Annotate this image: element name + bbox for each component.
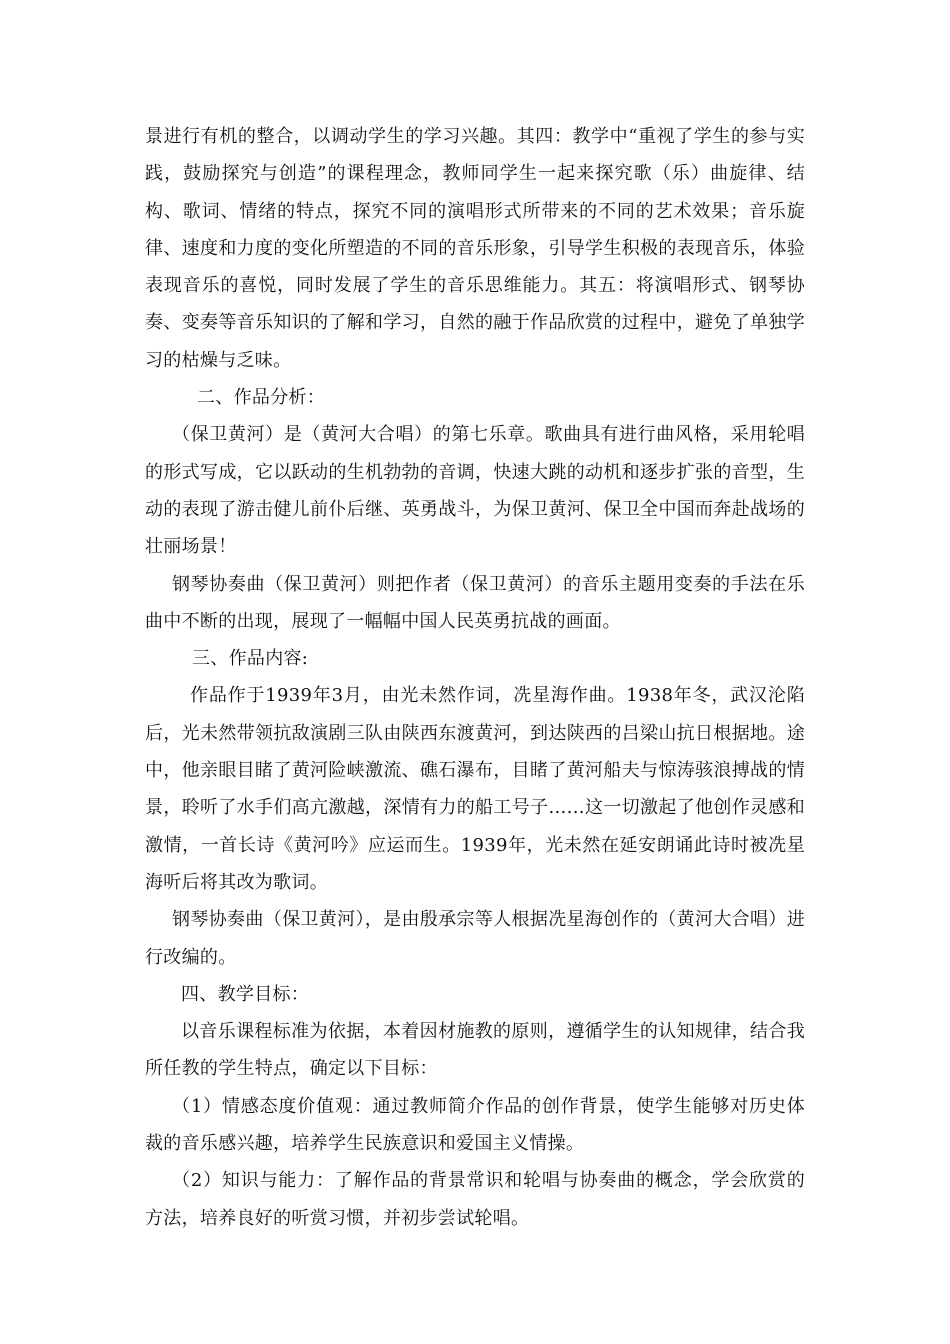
paragraph-work-analysis: （保卫黄河）是（黄河大合唱）的第七乐章。歌曲具有进行曲风格，采用轮唱的形式写成，它以跃动的生机勃勃的音调，快速大跳的动机和逐步扩张的音型，生动的表现了游击健儿前仆后继、英勇战斗，为保卫黄河、保卫全中国而奔赴战场的壮丽场景！ — [145, 424, 805, 558]
paragraph-piano-concerto: 钢琴协奏曲（保卫黄河）则把作者（保卫黄河）的音乐主题用变奏的手法在乐曲中不断的出现，展现了一幅幅中国人民英勇抗战的画面。 — [145, 573, 805, 632]
section-heading-work-content: 三、作品内容: — [192, 648, 309, 670]
paragraph-work-content: 作品作于1939年3月，由光未然作词，冼星海作曲。1938年冬，武汉沦陷后，光未然带领抗敌演剧三队由陕西东渡黄河，到达陕西的吕梁山抗日根据地。途中，他亲眼目睹了黄河险峡激流、礁石瀑布，目睹了黄河船夫与惊涛骇浪搏战的情景，聆听了水手们高亢激越，深情有力的船工号子……这一切激起了他创作灵感和激情，一首长诗《黄河吟》应运而生。1939年，光未然在延安朗诵此诗时被冼星海听后将其改为歌词。 — [145, 685, 805, 893]
paragraph-goal-1: （1）情感态度价值观：通过教师简介作品的创作背景，使学生能够对历史体裁的音乐感兴趣，培养学生民族意识和爱国主义情操。 — [145, 1095, 805, 1155]
section-heading-work-analysis: 二、作品分析： — [197, 387, 326, 409]
paragraph-integration: 景进行有机的整合，以调动学生的学习兴趣。其四：教学中“重视了学生的参与实践，鼓励探究与创造”的课程理念，教师同学生一起来探究歌（乐）曲旋律、结构、歌词、情绪的特点，探究不同的演唱形式所带来的不同的艺术效果；音乐旋律、速度和力度的变化所塑造的不同的音乐形象，引导学生积极的表现音乐，体验表现音乐的喜悦，同时发展了学生的音乐思维能力。其五：将演唱形式、钢琴协奏、变奏等音乐知识的了解和学习，自然的融于作品欣赏的过程中，避免了单独学习的枯燥与乏味。 — [145, 126, 805, 371]
document-body — [145, 118, 805, 1237]
paragraph-goal-2: （2）知识与能力：了解作品的背景常识和轮唱与协奏曲的概念，学会欣赏的方法，培养良好的听赏习惯，并初步尝试轮唱。 — [145, 1170, 805, 1229]
paragraph-goals-intro: 以音乐课程标准为依据，本着因材施教的原则，遵循学生的认知规律，结合我所任教的学生特点，确定以下目标： — [145, 1021, 805, 1080]
paragraph-adaptation: 钢琴协奏曲（保卫黄河），是由殷承宗等人根据冼星海创作的（黄河大合唱）进行改编的。 — [145, 909, 805, 968]
section-heading-teaching-goals: 四、教学目标： — [181, 983, 310, 1005]
